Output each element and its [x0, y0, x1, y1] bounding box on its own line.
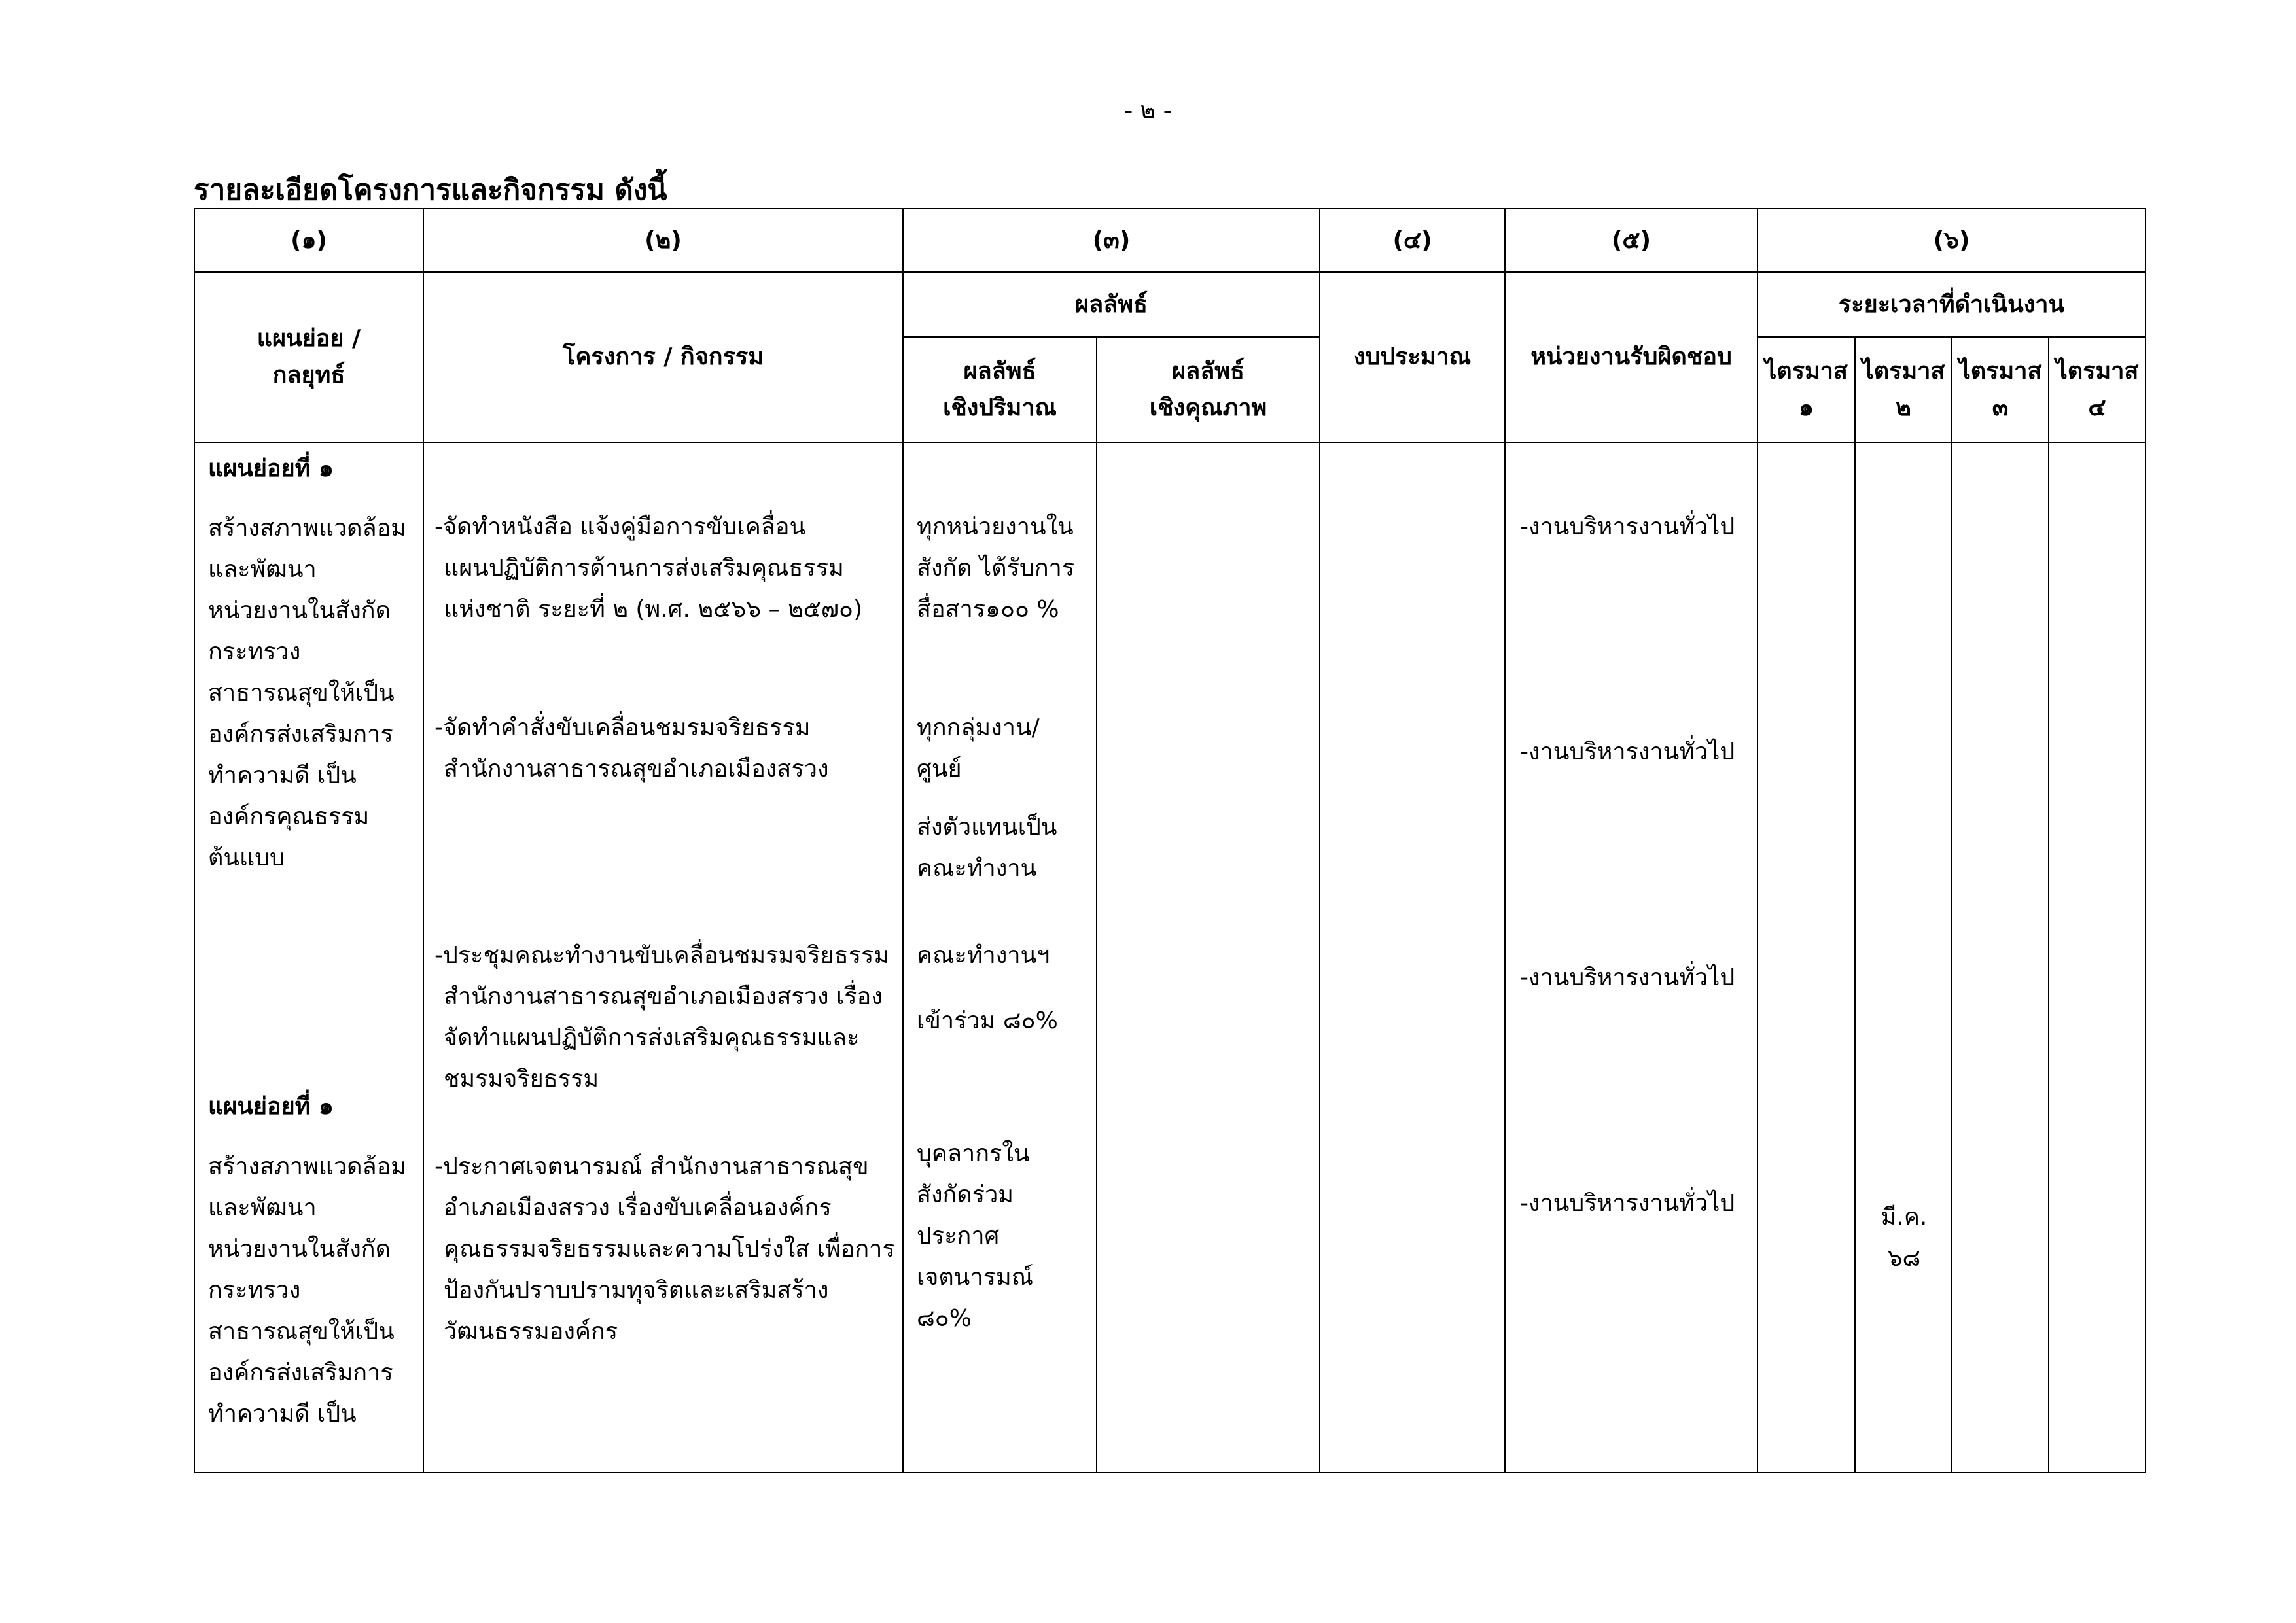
activity-line: แผนปฏิบัติการด้านการส่งเสริมคุณธรรม	[444, 555, 844, 582]
activity-line: -ประกาศเจตนารมณ์ สำนักงานสาธารณสุข	[434, 1153, 869, 1180]
column-number: (๒)	[423, 209, 903, 272]
plan-line: สาธารณสุขให้เป็น	[208, 680, 395, 707]
plan-line: สร้างสภาพแวดล้อม	[208, 515, 406, 542]
header-outcome-quantity	[903, 337, 1097, 442]
quarter-2-cell	[1855, 442, 1952, 1473]
quarter-note-line: มี.ค.	[1881, 1204, 1928, 1230]
header-outcome-quality	[1097, 337, 1320, 442]
header-line: ผลลัพธ์	[963, 357, 1036, 385]
column-number: (๓)	[903, 209, 1320, 272]
header-plan-line: กลยุทธ์	[272, 362, 345, 389]
quarter-1-cell	[1757, 442, 1855, 1473]
column-number: (๕)	[1505, 209, 1757, 272]
quantity-outcome-cell	[903, 442, 1097, 1473]
quarter-label: ไตรมาส	[1765, 357, 1848, 385]
body-row	[194, 442, 2146, 1473]
plan-line: และพัฒนา	[208, 556, 317, 583]
responsible-cell	[1505, 442, 1757, 1473]
quantity-line: คณะทำงานฯ	[917, 942, 1050, 969]
plan-line: และพัฒนา	[208, 1195, 317, 1221]
header-line: เชิงปริมาณ	[943, 394, 1057, 421]
column-number-row	[194, 209, 2146, 272]
activity-line: ชมรมจริยธรรม	[444, 1066, 599, 1092]
plan-line: ทำความดี เป็น	[208, 1401, 357, 1427]
activity-line: คุณธรรมจริยธรรมและความโปร่งใส เพื่อการ	[444, 1236, 895, 1263]
quantity-line: เจตนารมณ์	[917, 1264, 1034, 1291]
activity-line: สำนักงานสาธารณสุขอำเภอเมืองสรวง เรื่อง	[444, 983, 883, 1010]
quarter-number: ๔	[2088, 394, 2106, 421]
header-quarter-1	[1757, 337, 1855, 442]
quarter-number: ๒	[1896, 394, 1911, 421]
quantity-line: ทุกหน่วยงานใน	[917, 514, 1074, 540]
quarter-number: ๓	[1992, 394, 2009, 421]
header-quarter-3	[1952, 337, 2049, 442]
activity-line: วัฒนธรรมองค์กร	[444, 1318, 618, 1345]
quarter-3-cell	[1952, 442, 2049, 1473]
quarter-label: ไตรมาส	[1862, 357, 1945, 385]
plan-line: สร้างสภาพแวดล้อม	[208, 1153, 406, 1180]
plan-line: ทำความดี เป็น	[208, 762, 357, 789]
header-plan-line: แผนย่อย /	[256, 325, 361, 353]
activity-line: -จัดทำหนังสือ แจ้งคู่มือการขับเคลื่อน	[434, 514, 806, 540]
quantity-line: สื่อสาร๑๐๐ %	[917, 596, 1059, 623]
responsible-line: -งานบริหารงานทั่วไป	[1520, 1190, 1735, 1217]
quantity-line: ส่งตัวแทนเป็น	[917, 814, 1057, 841]
column-number: (๔)	[1320, 209, 1505, 272]
plan-line: หน่วยงานในสังกัด	[208, 1236, 391, 1263]
responsible-line: -งานบริหารงานทั่วไป	[1520, 514, 1735, 540]
plan-line: องค์กรส่งเสริมการ	[208, 721, 393, 748]
activity-line: แห่งชาติ ระยะที่ ๒ (พ.ศ. ๒๕๖๖ – ๒๕๗๐)	[444, 596, 863, 623]
budget-cell	[1320, 442, 1505, 1473]
plan-line: กระทรวง	[208, 1277, 301, 1304]
page-number: - ๒ -	[1124, 97, 1172, 124]
header-quarter-4	[2049, 337, 2146, 442]
header-line: เชิงคุณภาพ	[1149, 394, 1267, 421]
header-responsible: หน่วยงานรับผิดชอบ	[1505, 272, 1757, 442]
header-outcome: ผลลัพธ์	[903, 272, 1320, 337]
header-timeline: ระยะเวลาที่ดำเนินงาน	[1757, 272, 2146, 337]
quantity-line: ประกาศ	[917, 1223, 1000, 1249]
activity-cell	[423, 442, 903, 1473]
plan-line: หน่วยงานในสังกัด	[208, 597, 391, 624]
quantity-line: สังกัดร่วม	[917, 1181, 1014, 1208]
quantity-line: คณะทำงาน	[917, 855, 1037, 882]
quarter-label: ไตรมาส	[1958, 357, 2042, 385]
plan-title: แผนย่อยที่ ๑	[208, 455, 334, 482]
column-number: (๑)	[194, 209, 423, 272]
quarter-label: ไตรมาส	[2055, 357, 2139, 385]
section-heading: รายละเอียดโครงการและกิจกรรม ดังนี้	[194, 173, 667, 207]
header-quarter-2	[1855, 337, 1952, 442]
activity-line: ป้องกันปราบปรามทุจริตและเสริมสร้าง	[444, 1277, 829, 1304]
activity-line: -จัดทำคำสั่งขับเคลื่อนชมรมจริยธรรม	[434, 714, 811, 741]
activity-line: สำนักงานสาธารณสุขอำเภอเมืองสรวง	[444, 756, 829, 782]
responsible-line: -งานบริหารงานทั่วไป	[1520, 739, 1735, 765]
quantity-line: สังกัด ได้รับการ	[917, 555, 1075, 582]
header-row-1	[194, 272, 2146, 337]
activity-line: -ประชุมคณะทำงานขับเคลื่อนชมรมจริยธรรม	[434, 942, 890, 969]
quarter-number: ๑	[1799, 394, 1814, 421]
quantity-line: ๘๐%	[917, 1305, 972, 1332]
plan-line: ต้นแบบ	[208, 845, 285, 871]
header-plan	[194, 272, 423, 442]
quantity-line: ศูนย์	[917, 756, 962, 782]
activity-line: อำเภอเมืองสรวง เรื่องขับเคลื่อนองค์กร	[444, 1195, 832, 1221]
quantity-line: บุคลากรใน	[917, 1140, 1030, 1167]
plan-line: กระทรวง	[208, 638, 301, 665]
project-table	[194, 208, 2146, 1473]
plan-title: แผนย่อยที่ ๑	[208, 1093, 334, 1120]
plan-line: สาธารณสุขให้เป็น	[208, 1318, 395, 1345]
quality-outcome-cell	[1097, 442, 1320, 1473]
plan-cell	[194, 442, 423, 1473]
header-line: ผลลัพธ์	[1172, 357, 1245, 385]
responsible-line: -งานบริหารงานทั่วไป	[1520, 964, 1735, 991]
plan-line: องค์กรส่งเสริมการ	[208, 1359, 393, 1386]
header-budget: งบประมาณ	[1320, 272, 1505, 442]
quantity-line: เข้าร่วม ๘๐%	[917, 1007, 1058, 1034]
quarter-4-cell	[2049, 442, 2146, 1473]
column-number: (๖)	[1757, 209, 2146, 272]
activity-line: จัดทำแผนปฏิบัติการส่งเสริมคุณธรรมและ	[444, 1024, 860, 1051]
plan-line: องค์กรคุณธรรม	[208, 803, 370, 830]
quantity-line: ทุกกลุ่มงาน/	[917, 714, 1040, 741]
header-project: โครงการ / กิจกรรม	[423, 272, 903, 442]
quarter-note-line: ๖๘	[1887, 1245, 1921, 1272]
